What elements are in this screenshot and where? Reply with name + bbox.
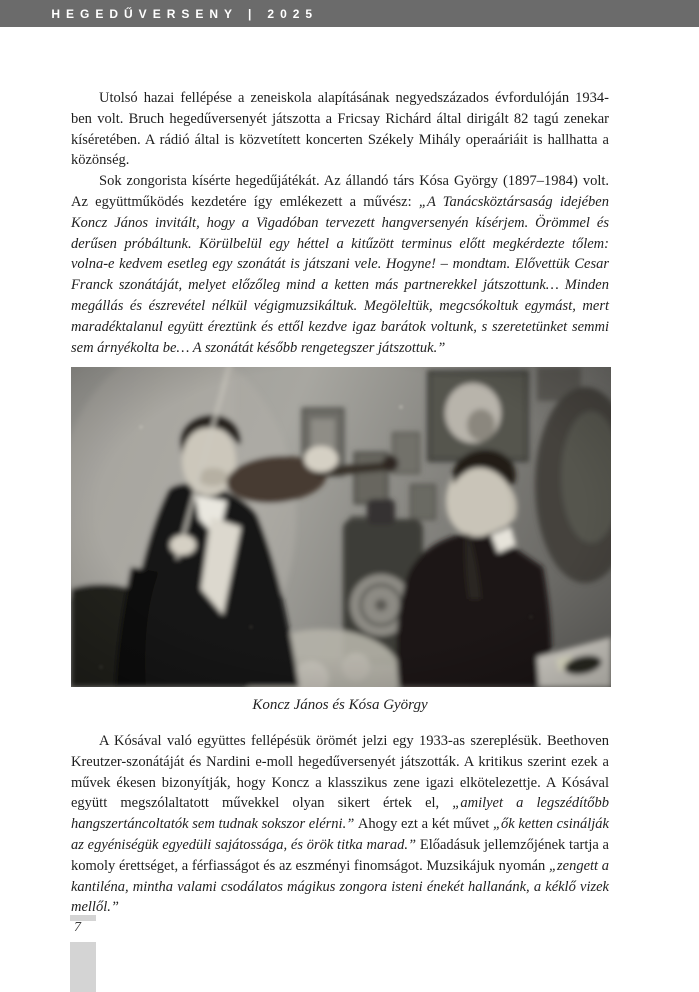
page-header-title (14, 0, 318, 35)
page-number: 7 (74, 920, 81, 935)
paragraph (71, 171, 609, 358)
paragraph-text: Ahogy ezt a két művet (357, 816, 493, 833)
header-separator: | (248, 6, 258, 21)
photo-illustration (71, 367, 611, 687)
header-year: 2025 (267, 6, 319, 21)
quoted-text: „ők ketten csinálják az egyéniségük egyedüli sajátossága, és örök titka marad.” (71, 816, 609, 853)
body-text-lower (71, 731, 609, 918)
photo-caption: Koncz János és Kósa György (252, 697, 428, 713)
paragraph-text: A Kósával való együttes fellépésük örömét jelzi egy 1933-as szereplésük. Beethoven Kreutzer-szonátáját és Nardini e-moll hegedűversenyét játszották. A kritikus szerint ezek a művek ékesen bizonyítják, hogy Koncz a klasszikus zene igazi elkötelezettje. A Kósával együtt megszólaltatott művekkel olyan sikert értek el, (71, 733, 609, 812)
paragraph-text: Előadásuk jellemzőjének tartja a komoly érettséget, a férfiasságot és az eszményi finomságot. Muzsikájuk nyomán (71, 836, 609, 874)
paragraph (71, 731, 609, 918)
quoted-text: „zengett a kantiléna, mintha valami csodálatos mágikus zongora isteni énekét hallanánk, a kéklő vizek mellől.” (71, 857, 610, 916)
quoted-text: „amilyet a legszédítőbb hangszertáncoltatók sem tudnak sokszor elérni.” (71, 795, 609, 833)
photo-vignette (71, 367, 611, 687)
body-text-upper (71, 88, 609, 358)
paragraph (71, 88, 609, 171)
paragraph-text: Utolsó hazai fellépése a zeneiskola alapításának negyedszázados évfordulóján 1934-ben volt. Bruch hegedűversenyét játszotta a Fricsay Richárd által dirigált 82 tagú zenekar kíséretében. A rádió által is közvetített koncerten Székely Mihály operaáriáit is hallhatta a közönség. (71, 90, 609, 169)
header-competition-label: HEGEDŰVERSENY (51, 6, 239, 21)
footer-marker-block (70, 942, 96, 992)
paragraph-text: Sok zongorista kísérte hegedűjátékát. Az állandó társ Kósa György (1897–1984) volt. Az együttműködés kezdetére így emlékezett a művész: (71, 173, 609, 210)
quoted-text: „A Tanácsköztársaság idejében Koncz János invitált, hogy a Vigadóban tervezett hangversenyén kísérjem. Örömmel és derűsen próbáltunk. Körülbelül egy héttel a kitűzött terminus előtt megkérdezte tőlem: volna-e kedvem esetleg egy szonátát is játszani vele. Hogyne! – mondtam. Elővettük Cesar Franck szonátáját, melyet előzőleg mind a ketten más partnerekkel játszottunk… Minden megállás és észrevétel nélkül végigmuzsikáltuk. Megöleltük, megcsókoltuk egymást, mert maradéktalanul együtt éreztünk és ettől kezdve igaz barátok voltunk, s szeretetünket semmi sem árnyékolta be… A szonátát később rengetegszer játszottuk.” (71, 193, 609, 356)
header-bar (0, 0, 699, 27)
photo-koncz-kosa (71, 367, 611, 687)
